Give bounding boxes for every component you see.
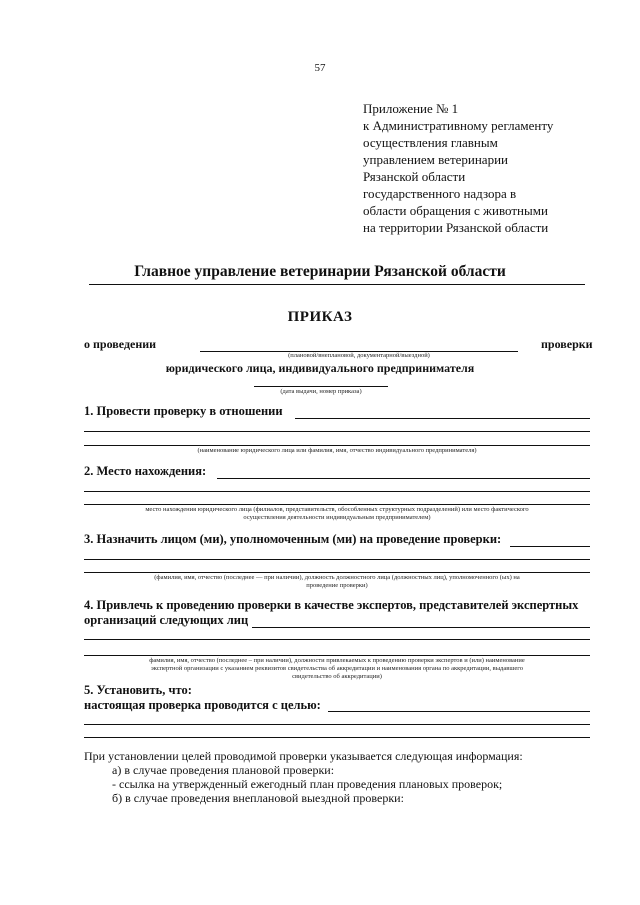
caption-line: экспертной организации с указанием реквизитов свидетельства об аккредитации и наименования органа по аккредитации, выдавшего xyxy=(151,665,523,672)
annex-line: на территории Рязанской области xyxy=(363,220,549,235)
annex-line: области обращения с животными xyxy=(363,203,548,218)
section3-field-line[interactable] xyxy=(84,559,590,560)
caption-line: свидетельство об аккредитации) xyxy=(292,673,382,680)
caption-line: фамилия, имя, отчество (последнее – при наличии), должности привлекаемых к проведению проверки экспертов и (или) наименование xyxy=(149,657,525,664)
section1-field[interactable] xyxy=(295,418,590,419)
section1-field-line[interactable] xyxy=(84,445,590,446)
section3-label: 3. Назначить лицом (ми), уполномоченным (ми) на проведение проверки: xyxy=(84,532,502,546)
order-date-number-field[interactable] xyxy=(254,386,388,387)
notes-item-b: б) в случае проведения внеплановой выездной проверки: xyxy=(112,791,404,805)
section3-caption xyxy=(84,574,590,590)
annex-line: Приложение № 1 xyxy=(363,101,459,116)
caption-line: место нахождения юридического лица (филиалов, представительств, обособленных структурных подразделений) или место фактического xyxy=(145,506,529,513)
section1-label: 1. Провести проверку в отношении xyxy=(84,404,283,418)
notes-item-a-detail: - ссылка на утвержденный ежегодный план проведения плановых проверок; xyxy=(112,777,503,791)
annex-line: управлением ветеринарии xyxy=(363,152,508,167)
intro-subject: юридического лица, индивидуального предпринимателя xyxy=(165,361,475,375)
section1-field-line[interactable] xyxy=(84,431,590,432)
section4-label-line1: 4. Привлечь к проведению проверки в качестве экспертов, представителей экспертных xyxy=(84,598,579,612)
page-number: 57 xyxy=(314,62,326,74)
annex-line: Рязанской области xyxy=(363,169,466,184)
section5-field-line[interactable] xyxy=(84,737,590,738)
annex-line: осуществления главным xyxy=(363,135,498,150)
section4-field[interactable] xyxy=(252,627,590,628)
section2-field-line[interactable] xyxy=(84,504,590,505)
section5-label: 5. Установить, что: xyxy=(84,683,192,697)
caption-line: проведение проверки) xyxy=(306,582,368,589)
annex-line: к Административному регламенту xyxy=(363,118,554,133)
section2-field[interactable] xyxy=(217,478,590,479)
annex-line: государственного надзора в xyxy=(363,186,517,201)
intro-right-label: проверки xyxy=(541,337,593,351)
section4-label-line2: организаций следующих лиц xyxy=(84,613,249,627)
department-underline xyxy=(89,284,585,285)
caption-line: осуществления деятельности индивидуальным предпринимателем) xyxy=(243,514,431,521)
section2-label: 2. Место нахождения: xyxy=(84,464,207,478)
document-title: ПРИКАЗ xyxy=(287,309,353,325)
section1-caption: (наименование юридического лица или фамилия, имя, отчество индивидуального предпринимателя) xyxy=(197,447,477,454)
section5-field[interactable] xyxy=(328,711,590,712)
section3-field[interactable] xyxy=(510,546,590,547)
section5-purpose-label: настоящая проверка проводится с целью: xyxy=(84,698,321,712)
notes-intro: При установлении целей проводимой проверки указывается следующая информация: xyxy=(84,749,523,763)
section5-field-line[interactable] xyxy=(84,724,590,725)
annex-block xyxy=(363,100,553,236)
section2-caption xyxy=(84,506,590,522)
section4-field-line[interactable] xyxy=(84,639,590,640)
section2-field-line[interactable] xyxy=(84,491,590,492)
section4-field-line[interactable] xyxy=(84,655,590,656)
section4-caption xyxy=(84,657,590,681)
section3-field-line[interactable] xyxy=(84,572,590,573)
department-heading: Главное управление ветеринарии Рязанской области xyxy=(134,263,506,280)
caption-line: (фамилия, имя, отчество (последнее — при наличии), должность должностного лица (должностных лиц), уполномоченного (ых) на xyxy=(154,574,520,581)
order-date-caption: (дата выдачи, номер приказа) xyxy=(280,388,362,395)
inspection-type-caption: (плановой/внеплановой, документарной/выездной) xyxy=(288,352,430,359)
intro-left-label: о проведении xyxy=(84,337,157,351)
notes-item-a: а) в случае проведения плановой проверки: xyxy=(112,763,335,777)
